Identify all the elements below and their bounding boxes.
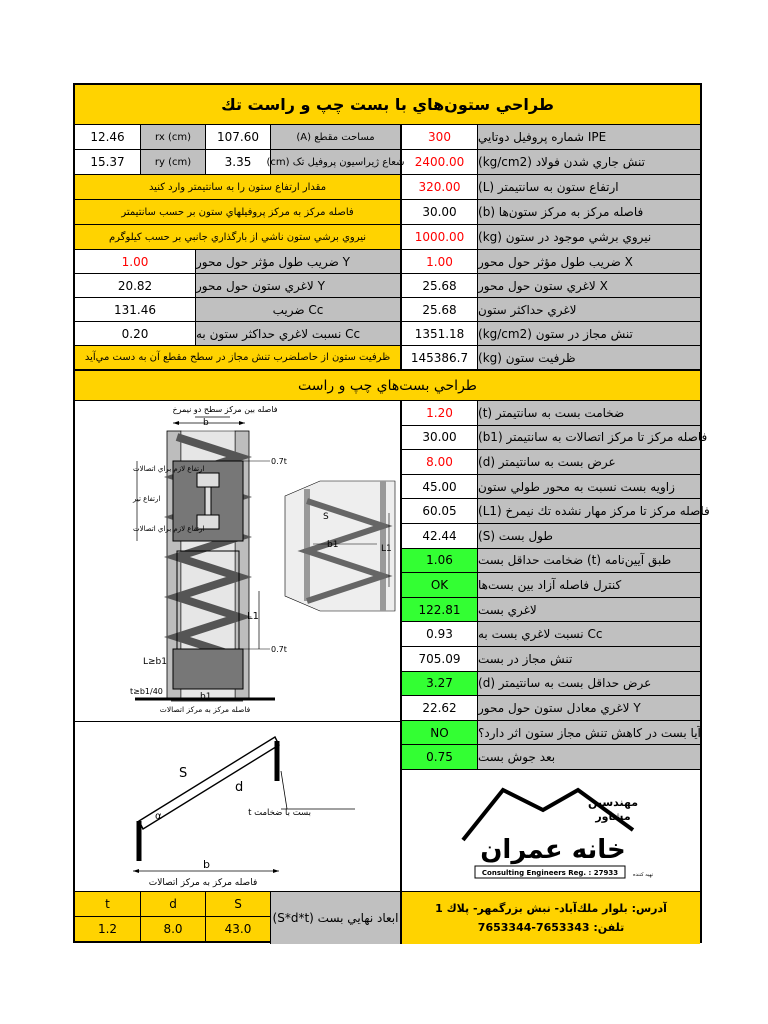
note-row-2 [75, 200, 700, 225]
lacing-row [402, 672, 700, 697]
dim-S-right: S [323, 512, 329, 522]
final-header-d: d [140, 892, 205, 916]
bar-S-label: S [179, 766, 188, 781]
logo [403, 770, 700, 890]
dim-07t-top: 0.7t [271, 457, 287, 466]
slenderness-x-value: 25.68 [400, 274, 477, 297]
capacity-row [75, 346, 700, 370]
section2-title-row [75, 370, 700, 401]
phone-text: تلفن: 7653343-7653344 [477, 921, 625, 934]
logo-name: خانه عمران [480, 835, 626, 865]
shear-label: نيروي برشي موجود در ستون (kg) [477, 225, 700, 249]
final-header-t: t [75, 892, 140, 916]
title-row [75, 85, 700, 125]
kx-value[interactable]: 1.00 [400, 250, 477, 273]
address-text: آدرس: بلوار ملك‌آباد- نبش بزرگمهر- پلاك 1 [435, 902, 667, 915]
rx-value: 12.46 [90, 130, 125, 144]
lacing-label: طبق آيين‌نامه (t) ضخامت حداقل بست [477, 549, 700, 573]
bar-alpha-label: α [155, 811, 162, 822]
lacing-label: لاغري بست [477, 598, 700, 622]
cc-label: Cc ضريب [195, 298, 400, 321]
lacing-row [402, 745, 700, 770]
max-slenderness-value: 25.68 [400, 298, 477, 321]
lacing-row [402, 426, 708, 451]
slenderness-y-label: Y لاغري ستون حول محور [195, 274, 400, 297]
side-label-1: ارتفاع لازم براي اتصالات [133, 465, 205, 473]
final-label: ابعاد نهايي بست (S*d*t) [270, 892, 400, 944]
lacing-value: OK [402, 573, 477, 597]
capacity-label: ظرفيت ستون (kg) [477, 346, 700, 369]
lacing-row [402, 401, 700, 426]
allowable-stress-label: تنش مجاز در ستون (kg/cm2) [477, 322, 700, 345]
final-value-d: 8.0 [140, 917, 205, 941]
dim-b1-bottom: b1 [200, 692, 212, 702]
mid-row-2 [75, 274, 700, 298]
ky-label: Y ضريب طول مؤثر حول محور [195, 250, 400, 273]
lacing-label: عرض بست به سانتيمتر (d) [477, 450, 700, 474]
lacing-value[interactable]: 8.00 [426, 454, 453, 469]
ratio-label: Cc نسبت لاغري حداكثر ستون به [195, 322, 400, 345]
logo-sub: Consulting Engineers Reg. : 27933 [481, 869, 619, 877]
lacing-bar-diagram [75, 721, 401, 890]
final-value-t: 1.2 [75, 917, 140, 941]
dim-bottom-label: فاصله مركز به مركز اتصالات [159, 705, 251, 714]
lacing-label: زاويه بست نسبت به محور طولي ستون [477, 475, 700, 499]
lacing-label: آيا بست در كاهش تنش مجاز ستون اثر دارد؟ [477, 721, 700, 745]
final-value-row [75, 917, 700, 941]
lacing-value: 42.44 [422, 528, 457, 543]
lacing-label: فاصله مركز تا مركز اتصالات به سانتيمتر (b1) [477, 426, 700, 450]
lacing-value: 0.75 [402, 745, 477, 769]
dim-L-ge-b1: L≥b1 [143, 657, 167, 667]
lacing-label: بعد جوش بست [477, 745, 700, 769]
lacing-label: ضخامت بست به سانتيمتر (t) [477, 401, 700, 425]
lacing-row [402, 450, 700, 475]
lacing-label: Cc نسبت لاغري بست به [477, 622, 700, 646]
bar-bottom-label: فاصله مركز به مركز اتصالات [148, 878, 258, 888]
shear-value[interactable]: 1000.00 [400, 225, 477, 249]
ratio-value: 0.20 [121, 326, 149, 341]
bar-b-label: b [203, 858, 210, 871]
lacing-value: 705.09 [418, 651, 461, 666]
lacing-value: NO [402, 721, 477, 745]
final-value-S: 43.0 [205, 917, 270, 941]
note-row-3 [75, 225, 700, 250]
lacing-label: عرض حداقل بست به سانتيمتر (d) [477, 672, 700, 696]
note-height: مقدار ارتفاع ستون را به سانتيمتر وارد كنيد [75, 175, 400, 199]
kx-label: X ضريب طول مؤثر حول محور [477, 250, 700, 273]
lacing-row [402, 499, 710, 524]
capacity-note: ظرفيت ستون از حاصلضرب تنش مجاز در سطح مقطع آن به دست مي‌آيد [75, 346, 400, 369]
yield-value[interactable]: 2400.00 [400, 150, 477, 174]
page-title: طراحي ستون‌هاي با بست چپ و راست تك [221, 95, 554, 114]
lacing-label: طول بست (S) [477, 524, 700, 548]
lacing-row [402, 598, 700, 623]
distance-value[interactable]: 30.00 [400, 200, 477, 224]
lacing-label: فاصله مركز تا مركز مهار نشده تك نيمرخ (L1) [477, 499, 700, 523]
note-distance: فاصله مركز به مركز پروفيلهاي ستون بر حسب سانتيمتر [75, 200, 400, 224]
lacing-row [402, 573, 700, 598]
lacing-value: 0.93 [426, 627, 453, 642]
lacing-label: كنترل فاصله آزاد بين بست‌ها [477, 573, 700, 597]
slenderness-y-value: 20.82 [117, 278, 153, 293]
lacing-label: تنش مجاز در بست [477, 647, 700, 671]
allowable-stress-value: 1351.18 [400, 322, 477, 345]
height-value[interactable]: 320.00 [400, 175, 477, 199]
lacing-value: 1.06 [402, 549, 477, 573]
cc-value: 131.46 [114, 302, 156, 317]
lacing-value: 122.81 [402, 598, 477, 622]
area-label: مساحت مقطع (A) [270, 125, 400, 149]
lacing-value: 22.62 [422, 700, 457, 715]
dim-L1-label: L1 [247, 611, 259, 622]
slenderness-x-label: X لاغري ستون حول محور [477, 274, 700, 297]
lacing-value: 45.00 [422, 479, 457, 494]
max-slenderness-label: لاغري حداكثر ستون [477, 298, 700, 321]
note-shear: نيروي برشي ستون ناشي از بارگذاري جانبي بر حسب كيلوگرم [75, 225, 400, 249]
logo-small: تهيه كننده [633, 872, 654, 878]
dim-b-label: b [203, 418, 209, 428]
dim-top-label: فاصله بين مركز سطح دو نيمرخ [172, 405, 278, 414]
yield-label: تنش جاري شدن فولاد (kg/cm2) [477, 150, 700, 174]
ry-value: 15.37 [90, 155, 125, 169]
lacing-diagram [75, 401, 401, 721]
lacing-label: Y لاغري معادل ستون حول محور [477, 696, 700, 720]
note-row-1 [75, 175, 700, 200]
dim-07t-bottom: 0.7t [271, 645, 287, 654]
logo-top: مهندسين [587, 796, 639, 809]
height-label: ارتفاع ستون به سانتيمتر (L) [477, 175, 700, 199]
top-row-2 [75, 150, 700, 175]
logo-mid: مشاور [595, 810, 631, 823]
distance-label: فاصله مركز به مركز ستون‌ها (b) [477, 200, 700, 224]
area-value: 107.60 [205, 125, 270, 149]
lacing-row [402, 647, 700, 672]
mid-row-1 [75, 250, 700, 274]
ratio-row [75, 322, 700, 346]
lacing-value: 3.27 [402, 672, 477, 696]
lacing-row [402, 696, 700, 721]
bar-t-label: بست با ضخامت t [248, 808, 311, 818]
rx-symbol: rx (cm) [140, 125, 205, 149]
cc-row [75, 298, 700, 322]
ry-symbol: ry (cm) [140, 150, 205, 174]
radius-value: 3.35 [205, 150, 270, 174]
ipe-label: IPE شماره پروفيل دوتايي [477, 125, 700, 149]
final-header-S: S [205, 892, 270, 916]
top-row-1 [75, 125, 700, 150]
section2-title: طراحي بست‌هاي چپ و راست [298, 377, 477, 394]
lacing-row [402, 475, 700, 500]
lacing-value[interactable]: 1.20 [426, 405, 453, 420]
dim-t-ge: t≥b1/40 [130, 687, 163, 696]
radius-label: شعاع ژيراسيون پروفيل تک (cm) [270, 150, 400, 174]
dim-L1-right: L1 [381, 544, 392, 554]
ipe-value[interactable]: 300 [400, 125, 477, 149]
capacity-value: 145386.7 [400, 346, 477, 369]
lacing-value: 30.00 [422, 430, 457, 445]
lacing-value: 60.05 [422, 504, 457, 519]
lacing-row [402, 721, 700, 746]
lacing-row [402, 622, 700, 647]
side-label-3: ارتفاع لازم براي اتصالات [133, 525, 205, 533]
ky-value[interactable]: 1.00 [121, 254, 149, 269]
side-label-2: ارتفاع تير [133, 495, 161, 503]
lacing-row [402, 549, 700, 574]
bar-d-label: d [235, 780, 244, 795]
lacing-row [402, 524, 700, 549]
dim-b1-right: b1 [327, 540, 339, 550]
design-sheet [73, 83, 710, 943]
